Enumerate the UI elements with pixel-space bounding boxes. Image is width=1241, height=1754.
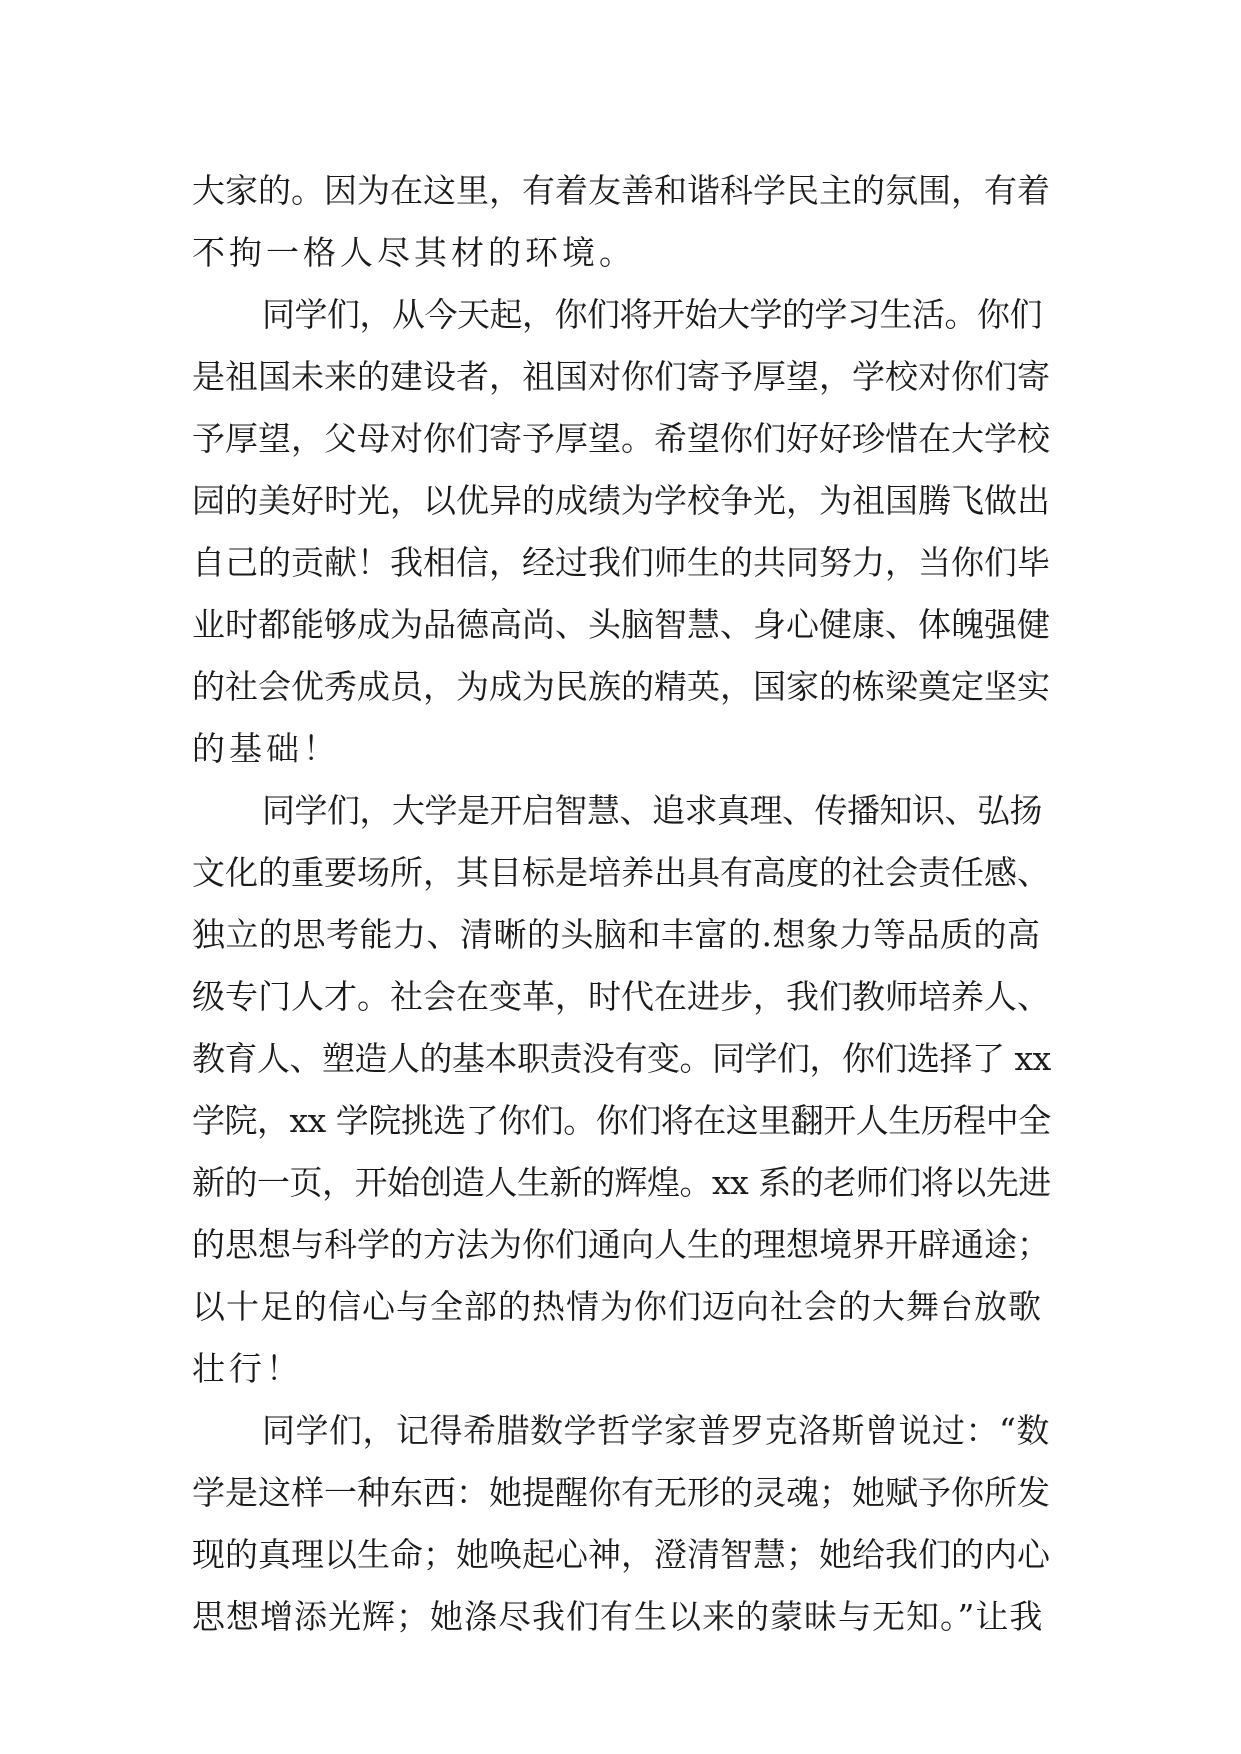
text-line: 大家的。因为在这里，有着友善和谐科学民主的氛围，有着 [192, 171, 1050, 210]
text-line: 的社会优秀成员，为成为民族的精英，国家的栋梁奠定坚实 [192, 667, 1050, 706]
text-line: 级专门人才。社会在变革，时代在进步，我们教师培养人、 [192, 977, 1050, 1016]
text-line: 予厚望，父母对你们寄予厚望。希望你们好好珍惜在大学校 [192, 419, 1050, 458]
text-line: 同学们，记得希腊数学哲学家普罗克洛斯曾说过：“数 [262, 1411, 1050, 1450]
text-line: 教育人、塑造人的基本职责没有变。同学们，你们选择了 xx [192, 1039, 1051, 1078]
text-line: 现的真理以生命；她唤起心神，澄清智慧；她给我们的内心 [192, 1535, 1050, 1574]
text-line: 壮行！ [192, 1349, 303, 1388]
text-line: 同学们，大学是开启智慧、追求真理、传播知识、弘扬 [262, 791, 1042, 830]
text-line: 业时都能够成为品德高尚、头脑智慧、身心健康、体魄强健 [192, 605, 1050, 644]
text-line: 的基础！ [192, 729, 340, 768]
text-line: 新的一页，开始创造人生新的辉煌。xx 系的老师们将以先进 [192, 1163, 1051, 1202]
text-line: 是祖国未来的建设者，祖国对你们寄予厚望，学校对你们寄 [192, 357, 1050, 396]
text-line: 园的美好时光，以优异的成绩为学校争光，为祖国腾飞做出 [192, 481, 1050, 520]
text-line: 学是这样一种东西：她提醒你有无形的灵魂；她赋予你所发 [192, 1473, 1050, 1512]
text-line: 自己的贡献！我相信，经过我们师生的共同努力，当你们毕 [192, 543, 1050, 582]
text-line: 的思想与科学的方法为你们通向人生的理想境界开辟通途； [192, 1225, 1050, 1264]
text-line: 学院，xx 学院挑选了你们。你们将在这里翻开人生历程中全 [192, 1101, 1051, 1140]
text-line: 同学们，从今天起，你们将开始大学的学习生活。你们 [262, 295, 1042, 334]
text-line: 以十足的信心与全部的热情为你们迈向社会的大舞台放歌 [192, 1287, 1042, 1326]
text-line: 文化的重要场所，其目标是培养出具有高度的社会责任感、 [192, 853, 1050, 892]
text-line: 独立的思考能力、清晰的头脑和丰富的.想象力等品质的高 [192, 915, 1041, 954]
text-line: 不拘一格人尽其材的环境。 [192, 233, 636, 272]
text-line: 思想增添光辉；她涤尽我们有生以来的蒙昧与无知。”让我 [192, 1597, 1044, 1636]
body-text [192, 160, 1052, 1648]
